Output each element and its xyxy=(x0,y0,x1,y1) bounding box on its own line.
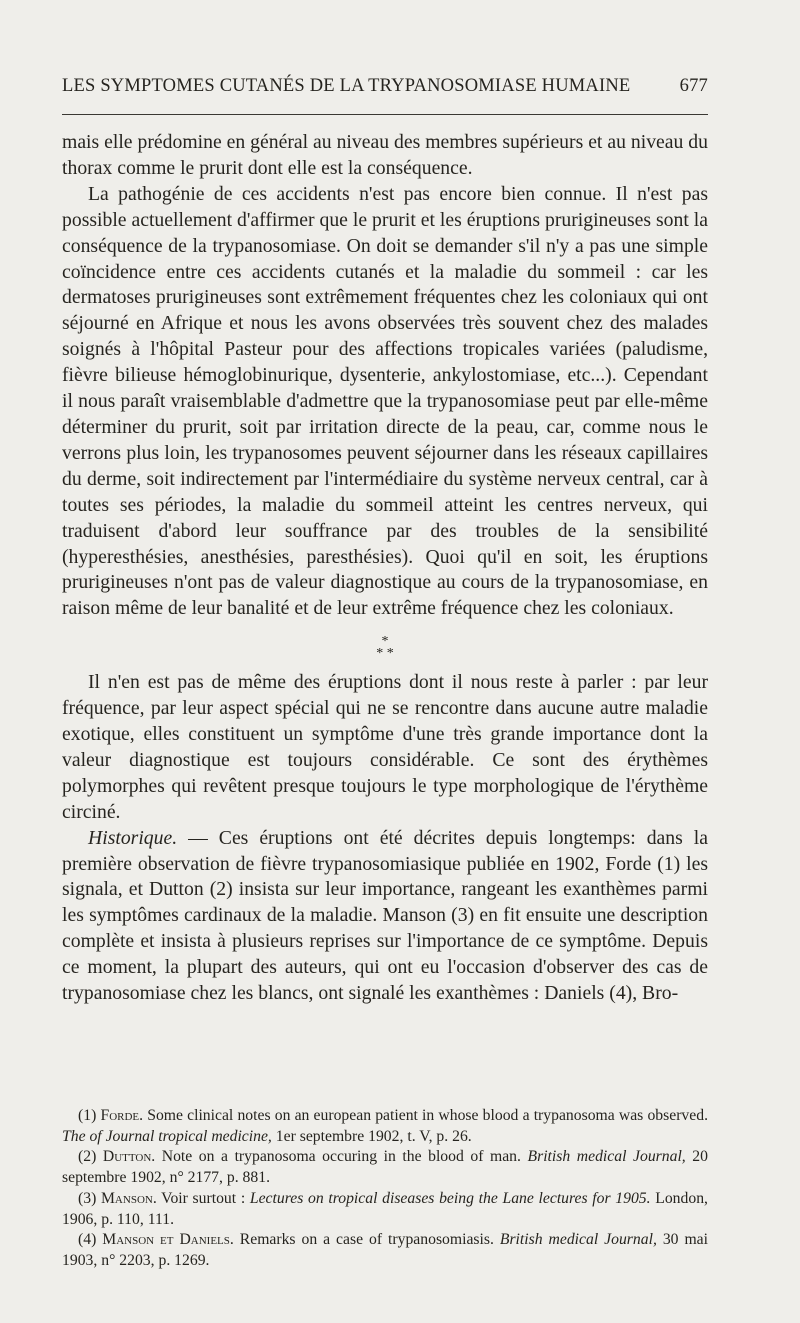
footnote-text: Remarks on a case of trypanosomiasis. xyxy=(233,1231,500,1249)
page-number: 677 xyxy=(679,76,708,96)
footnote-tail: 20 septembre 1902, n° 2177, p. 881. xyxy=(62,1148,708,1187)
footnote-number: (1) xyxy=(78,1107,101,1124)
footnote-number: (4) xyxy=(78,1231,103,1249)
section-separator xyxy=(62,636,708,660)
header-rule xyxy=(62,114,708,115)
footnote-author: Manson et Daniels. xyxy=(102,1231,234,1249)
footnote-journal: Lectures on tropical diseases being the Lane lectures for 1905. xyxy=(249,1189,651,1207)
footnote-author: Manson. xyxy=(100,1189,157,1207)
footnote-number: (2) xyxy=(78,1148,103,1166)
paragraph-eruptions: Il n'en est pas de même des éruptions dont il nous reste à parler : par leur fréquence, par leur aspect spécial qui ne se rencontre dans aucune autre maladie exotique, elles constituent un symptôme d'une très grande importance dont la valeur diagnostique est toujours considérable. Ce sont des érythèmes polymorphes qui revêtent presque toujours le type morphologique de l'érythème circiné. xyxy=(62,671,708,823)
footnote-journal: British medical Journal, xyxy=(499,1231,657,1249)
footnotes xyxy=(62,1106,708,1272)
footnote-tail: 1er septembre 1902, t. V, p. 26. xyxy=(271,1127,472,1145)
footnote-journal: The of Journal tropical medicine, xyxy=(62,1127,272,1145)
footnote-journal: British medical Journal, xyxy=(527,1148,686,1166)
footnote-tail: 30 mai 1903, n° 2203, p. 1269. xyxy=(62,1231,708,1269)
body-text xyxy=(62,130,708,1007)
paragraph-historique xyxy=(62,826,708,1007)
footnote-1 xyxy=(62,1106,708,1147)
footnote-2 xyxy=(62,1147,708,1188)
running-title: LES SYMPTOMES CUTANÉS DE LA TRYPANOSOMIASE HUMAINE xyxy=(62,76,631,96)
footnote-author: Forde. xyxy=(100,1107,144,1124)
historique-text: — Ces éruptions ont été décrites depuis longtemps: dans la première observation de fièvre trypanosomiasique publiée en 1902, Forde (1) les signala, et Dutton (2) insista sur leur importance, rangeant les exanthèmes parmi les symptômes cardinaux de la maladie. Manson (3) en fit ensuite une description complète et insista à plusieurs reprises sur l'importance de ce symptôme. Depuis ce moment, la plupart des auteurs, qui ont eu l'occasion d'observer des cas de trypanosomiase chez les blancs, ont signalé les exanthèmes : Daniels (4), Bro- xyxy=(62,826,708,1005)
footnote-text: Some clinical notes on an european patient in whose blood a trypanosoma was observed. xyxy=(143,1107,709,1124)
paragraph-pathogenie: La pathogénie de ces accidents n'est pas encore bien connue. Il n'est pas possible actuellement d'affirmer que le prurit et les éruptions prurigineuses sont la conséquence de la trypanosomiase. On doit se demander s'il n'y a pas une simple coïncidence entre ces accidents cutanés et la maladie du sommeil : car les dermatoses prurigineuses sont extrêmement fréquentes chez les coloniaux qui ont séjourné en Afrique et nous les avons observées très souvent chez des malades soignés à l'hôpital Pasteur pour des affections tropicales variées (paludisme, fièvre bilieuse hémoglobinurique, dysenterie, ankylostomiase, etc...). Cependant il nous paraît vraisemblable d'admettre que la trypanosomiase peut par elle-même déterminer du prurit, soit par irritation directe de la peau, car, comme nous le verrons plus loin, les trypanosomes peuvent séjourner dans les réseaux capillaires du derme, soit indirectement par l'intermédiaire du système nerveux central, car à toutes ses périodes, la maladie du sommeil atteint les centres nerveux, qui traduisent d'abord leur souffrance par des troubles de la sensibilité (hyperesthésies, anesthésies, paresthésies). Quoi qu'il en soit, les éruptions prurigineuses n'ont pas de valeur diagnostique au cours de la trypanosomiase, en raison même de leur banalité et de leur extrême fréquence chez les coloniaux. xyxy=(62,182,708,620)
running-header xyxy=(62,76,708,97)
footnote-4 xyxy=(62,1230,708,1271)
footnote-number: (3) xyxy=(78,1189,101,1207)
footnote-3 xyxy=(62,1189,708,1230)
footnote-author: Dutton. xyxy=(102,1148,156,1166)
footnote-tail: London, 1906, p. 110, 111. xyxy=(62,1189,708,1228)
paragraph-continuation: mais elle prédomine en général au niveau des membres supérieurs et au niveau du thorax comme le prurit dont elle est la conséquence. xyxy=(62,131,708,179)
separator-stars-bottom: * * xyxy=(376,646,394,662)
footnote-text: Note on a trypanosoma occuring in the blood of man. xyxy=(155,1148,528,1166)
footnote-text: Voir surtout : xyxy=(156,1189,250,1207)
separator-star-top: * xyxy=(381,634,389,650)
historique-heading: Historique. xyxy=(88,826,178,849)
